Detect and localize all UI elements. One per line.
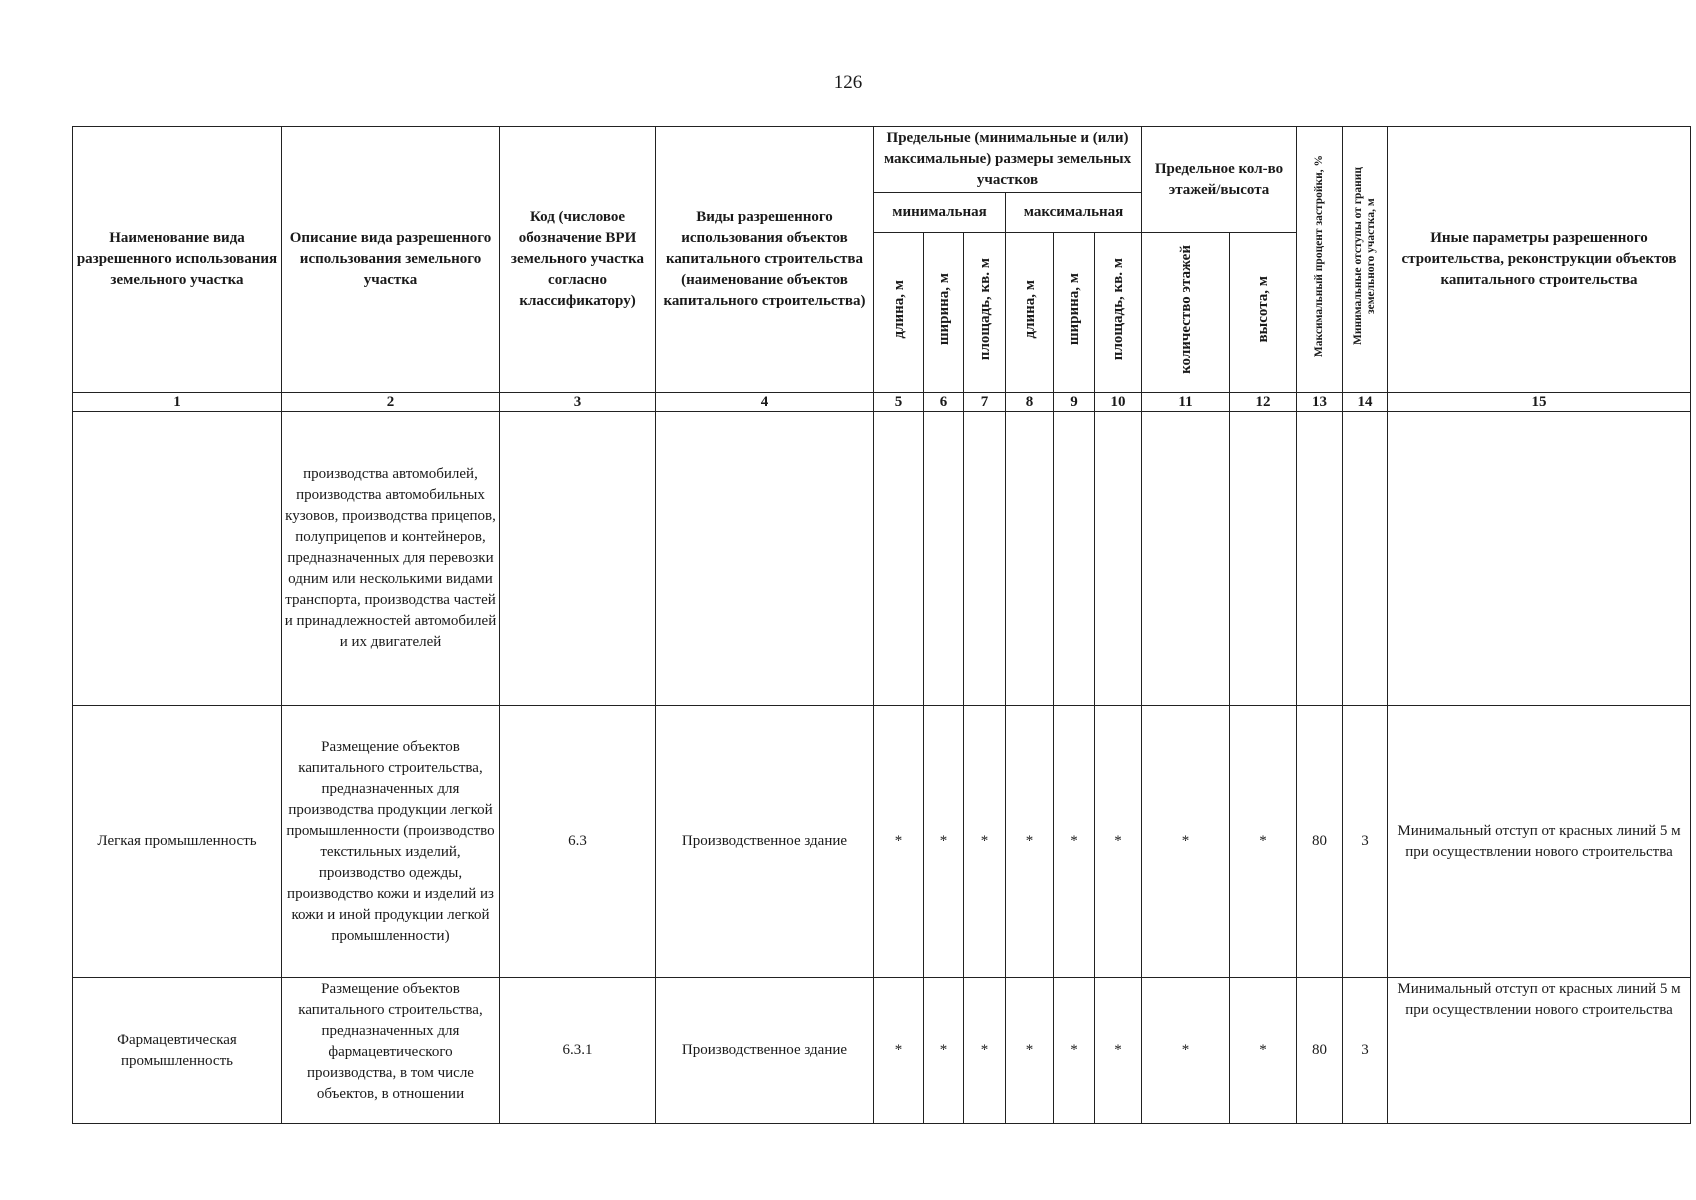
row-value: * [964,978,1006,1124]
row-value: * [924,706,964,978]
header-col1: Наименование вида разрешенного использования земельного участка [73,127,282,393]
col-number: 2 [282,393,500,412]
regulations-table [72,126,1691,1124]
row-min-setback [1343,412,1388,706]
column-numbers-row [73,393,1691,412]
col-number: 8 [1006,393,1054,412]
row-description: Размещение объектов капитального строительства, предназначенных для производства продукции легкой промышленности (производство текстильных изделий, производство одежды, производство кожи и изделий из кожи и иной продукции легкой промышленности) [282,706,500,978]
row-code: 6.3.1 [500,978,656,1124]
header-row-1 [73,127,1691,193]
row-value [964,412,1006,706]
row-name: Фармацевтическая промышленность [73,978,282,1124]
row-value: * [964,706,1006,978]
row-kinds: Производственное здание [656,706,874,978]
header-sizes-group: Предельные (минимальные и (или) максимальные) размеры земельных участков [874,127,1142,193]
row-value [1006,412,1054,706]
col-number: 3 [500,393,656,412]
header-height: высота, м [1230,233,1297,393]
header-wid-min: ширина, м [924,233,964,393]
header-col3: Код (числовое обозначение ВРИ земельного участка согласно классификатору) [500,127,656,393]
row-code: 6.3 [500,706,656,978]
row-min-setback: 3 [1343,706,1388,978]
header-min-setback: Минимальные отступы от границ земельного участка, м [1343,127,1388,393]
col-number: 15 [1388,393,1691,412]
row-other [1388,412,1691,706]
row-value: * [1142,978,1230,1124]
row-max-build: 80 [1297,978,1343,1124]
table-row [73,978,1691,1124]
header-len-min: длина, м [874,233,924,393]
row-value: * [874,978,924,1124]
row-value [874,412,924,706]
row-value: * [1006,978,1054,1124]
header-wid-max: ширина, м [1054,233,1095,393]
header-max-build: Максимальный процент застройки, % [1297,127,1343,393]
col-number: 4 [656,393,874,412]
header-col2: Описание вида разрешенного использования земельного участка [282,127,500,393]
col-number: 11 [1142,393,1230,412]
header-col15: Иные параметры разрешенного строительства, реконструкции объектов капитального строительства [1388,127,1691,393]
row-other: Минимальный отступ от красных линий 5 м при осуществлении нового строительства [1388,978,1691,1124]
row-value: * [1054,706,1095,978]
row-value: * [1095,978,1142,1124]
header-max-group: максимальная [1006,193,1142,233]
row-code [500,412,656,706]
table-row [73,706,1691,978]
row-kinds [656,412,874,706]
row-value: * [1006,706,1054,978]
header-area-min: площадь, кв. м [964,233,1006,393]
row-value: * [1054,978,1095,1124]
row-value [1230,412,1297,706]
row-name: Легкая промышленность [73,706,282,978]
row-value [1054,412,1095,706]
page-number: 126 [833,72,863,93]
header-floors-count: количество этажей [1142,233,1230,393]
row-value: * [1142,706,1230,978]
col-number: 5 [874,393,924,412]
row-value: * [1095,706,1142,978]
row-value: * [874,706,924,978]
header-col4: Виды разрешенного использования объектов капитального строительства (наименование объектов капитального строительства) [656,127,874,393]
row-max-build [1297,412,1343,706]
row-value: * [1230,978,1297,1124]
table-row [73,412,1691,706]
row-value [924,412,964,706]
col-number: 7 [964,393,1006,412]
row-min-setback: 3 [1343,978,1388,1124]
header-floors-group: Предельное кол-во этажей/высота [1142,127,1297,233]
col-number: 10 [1095,393,1142,412]
header-min-group: минимальная [874,193,1006,233]
row-kinds: Производственное здание [656,978,874,1124]
col-number: 12 [1230,393,1297,412]
row-name [73,412,282,706]
row-description: производства автомобилей, производства автомобильных кузовов, производства прицепов, полуприцепов и контейнеров, предназначенных для перевозки одним или несколькими видами транспорта, производства частей и принадлежностей автомобилей и их двигателей [282,412,500,706]
col-number: 9 [1054,393,1095,412]
row-value [1142,412,1230,706]
col-number: 1 [73,393,282,412]
header-len-max: длина, м [1006,233,1054,393]
header-area-max: площадь, кв. м [1095,233,1142,393]
row-max-build: 80 [1297,706,1343,978]
row-description: Размещение объектов капитального строительства, предназначенных для фармацевтического производства, в том числе объектов, в отношении [282,978,500,1124]
row-value [1095,412,1142,706]
col-number: 14 [1343,393,1388,412]
row-value: * [924,978,964,1124]
col-number: 13 [1297,393,1343,412]
col-number: 6 [924,393,964,412]
row-other: Минимальный отступ от красных линий 5 м при осуществлении нового строительства [1388,706,1691,978]
row-value: * [1230,706,1297,978]
